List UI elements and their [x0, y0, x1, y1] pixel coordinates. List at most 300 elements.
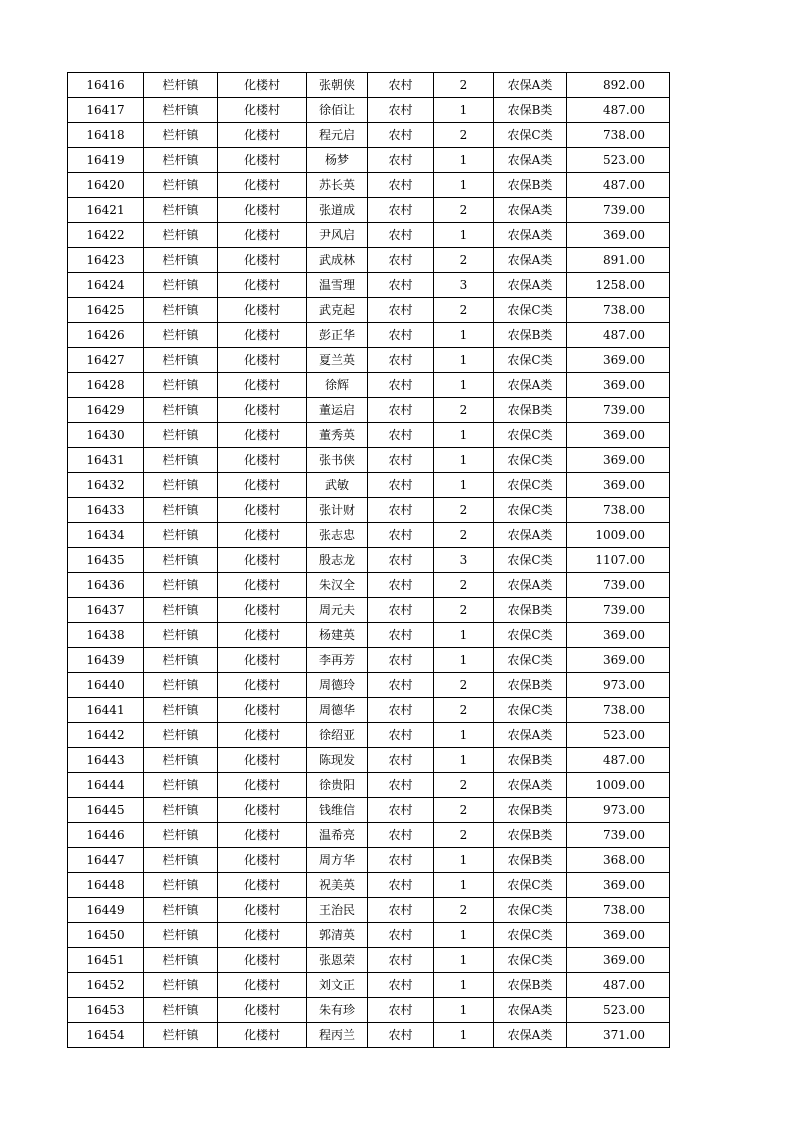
area-type-cell: 农村 [368, 998, 434, 1023]
household-count-cell: 1 [434, 373, 494, 398]
household-count-cell: 1 [434, 423, 494, 448]
serial-cell: 16438 [68, 623, 144, 648]
serial-cell: 16419 [68, 148, 144, 173]
area-type-cell: 农村 [368, 698, 434, 723]
village-cell: 化楼村 [218, 273, 307, 298]
area-type-cell: 农村 [368, 973, 434, 998]
household-count-cell: 1 [434, 973, 494, 998]
village-cell: 化楼村 [218, 398, 307, 423]
table-row [68, 1023, 670, 1048]
village-cell: 化楼村 [218, 298, 307, 323]
village-cell: 化楼村 [218, 248, 307, 273]
name-cell: 朱有珍 [307, 998, 368, 1023]
name-cell: 董秀英 [307, 423, 368, 448]
town-cell: 栏杆镇 [144, 973, 218, 998]
town-cell: 栏杆镇 [144, 73, 218, 98]
household-count-cell: 1 [434, 923, 494, 948]
serial-cell: 16442 [68, 723, 144, 748]
amount-cell: 487.00 [567, 323, 670, 348]
household-count-cell: 2 [434, 798, 494, 823]
serial-cell: 16440 [68, 673, 144, 698]
village-cell: 化楼村 [218, 998, 307, 1023]
town-cell: 栏杆镇 [144, 173, 218, 198]
village-cell: 化楼村 [218, 948, 307, 973]
village-cell: 化楼村 [218, 873, 307, 898]
area-type-cell: 农村 [368, 548, 434, 573]
area-type-cell: 农村 [368, 898, 434, 923]
table-row [68, 223, 670, 248]
table-row [68, 623, 670, 648]
amount-cell: 523.00 [567, 148, 670, 173]
serial-cell: 16431 [68, 448, 144, 473]
insurance-class-cell: 农保C类 [494, 923, 567, 948]
amount-cell: 369.00 [567, 923, 670, 948]
household-count-cell: 2 [434, 298, 494, 323]
household-count-cell: 1 [434, 723, 494, 748]
town-cell: 栏杆镇 [144, 523, 218, 548]
village-cell: 化楼村 [218, 523, 307, 548]
amount-cell: 1107.00 [567, 548, 670, 573]
insurance-class-cell: 农保B类 [494, 98, 567, 123]
table-row [68, 873, 670, 898]
insurance-class-cell: 农保C类 [494, 498, 567, 523]
town-cell: 栏杆镇 [144, 773, 218, 798]
area-type-cell: 农村 [368, 448, 434, 473]
serial-cell: 16447 [68, 848, 144, 873]
insurance-class-cell: 农保A类 [494, 1023, 567, 1048]
town-cell: 栏杆镇 [144, 223, 218, 248]
amount-cell: 369.00 [567, 948, 670, 973]
amount-cell: 738.00 [567, 123, 670, 148]
name-cell: 张道成 [307, 198, 368, 223]
serial-cell: 16450 [68, 923, 144, 948]
insurance-class-cell: 农保C类 [494, 548, 567, 573]
table-row [68, 173, 670, 198]
insurance-class-cell: 农保B类 [494, 598, 567, 623]
insurance-class-cell: 农保C类 [494, 873, 567, 898]
village-cell: 化楼村 [218, 773, 307, 798]
household-count-cell: 2 [434, 73, 494, 98]
village-cell: 化楼村 [218, 348, 307, 373]
name-cell: 尹风启 [307, 223, 368, 248]
table-row [68, 648, 670, 673]
household-count-cell: 2 [434, 248, 494, 273]
area-type-cell: 农村 [368, 423, 434, 448]
household-count-cell: 1 [434, 448, 494, 473]
table-row [68, 973, 670, 998]
serial-cell: 16428 [68, 373, 144, 398]
serial-cell: 16441 [68, 698, 144, 723]
table-row [68, 348, 670, 373]
area-type-cell: 农村 [368, 323, 434, 348]
serial-cell: 16445 [68, 798, 144, 823]
area-type-cell: 农村 [368, 648, 434, 673]
name-cell: 杨梦 [307, 148, 368, 173]
insurance-class-cell: 农保A类 [494, 223, 567, 248]
amount-cell: 487.00 [567, 973, 670, 998]
household-count-cell: 1 [434, 948, 494, 973]
insurance-class-cell: 农保C类 [494, 898, 567, 923]
household-count-cell: 2 [434, 398, 494, 423]
serial-cell: 16417 [68, 98, 144, 123]
area-type-cell: 农村 [368, 748, 434, 773]
amount-cell: 739.00 [567, 598, 670, 623]
area-type-cell: 农村 [368, 848, 434, 873]
area-type-cell: 农村 [368, 823, 434, 848]
village-cell: 化楼村 [218, 723, 307, 748]
amount-cell: 487.00 [567, 748, 670, 773]
amount-cell: 369.00 [567, 648, 670, 673]
town-cell: 栏杆镇 [144, 448, 218, 473]
name-cell: 周德玲 [307, 673, 368, 698]
town-cell: 栏杆镇 [144, 898, 218, 923]
name-cell: 朱汉全 [307, 573, 368, 598]
insurance-class-cell: 农保A类 [494, 773, 567, 798]
area-type-cell: 农村 [368, 173, 434, 198]
town-cell: 栏杆镇 [144, 598, 218, 623]
town-cell: 栏杆镇 [144, 623, 218, 648]
amount-cell: 738.00 [567, 498, 670, 523]
area-type-cell: 农村 [368, 298, 434, 323]
name-cell: 周元夫 [307, 598, 368, 623]
area-type-cell: 农村 [368, 598, 434, 623]
amount-cell: 369.00 [567, 873, 670, 898]
town-cell: 栏杆镇 [144, 123, 218, 148]
table-row [68, 898, 670, 923]
table-row [68, 823, 670, 848]
amount-cell: 369.00 [567, 423, 670, 448]
name-cell: 刘文正 [307, 973, 368, 998]
name-cell: 周德华 [307, 698, 368, 723]
amount-cell: 369.00 [567, 223, 670, 248]
amount-cell: 369.00 [567, 448, 670, 473]
table-row [68, 448, 670, 473]
serial-cell: 16434 [68, 523, 144, 548]
amount-cell: 891.00 [567, 248, 670, 273]
town-cell: 栏杆镇 [144, 398, 218, 423]
table-row [68, 673, 670, 698]
amount-cell: 739.00 [567, 198, 670, 223]
amount-cell: 487.00 [567, 173, 670, 198]
name-cell: 徐辉 [307, 373, 368, 398]
household-count-cell: 1 [434, 173, 494, 198]
household-count-cell: 1 [434, 223, 494, 248]
insurance-class-cell: 农保C类 [494, 123, 567, 148]
serial-cell: 16422 [68, 223, 144, 248]
serial-cell: 16424 [68, 273, 144, 298]
name-cell: 董运启 [307, 398, 368, 423]
name-cell: 武成林 [307, 248, 368, 273]
insurance-class-cell: 农保A类 [494, 373, 567, 398]
area-type-cell: 农村 [368, 348, 434, 373]
serial-cell: 16451 [68, 948, 144, 973]
name-cell: 徐绍亚 [307, 723, 368, 748]
village-cell: 化楼村 [218, 423, 307, 448]
town-cell: 栏杆镇 [144, 948, 218, 973]
name-cell: 徐贵阳 [307, 773, 368, 798]
amount-cell: 738.00 [567, 698, 670, 723]
table-row [68, 748, 670, 773]
table-row [68, 923, 670, 948]
serial-cell: 16435 [68, 548, 144, 573]
name-cell: 程丙兰 [307, 1023, 368, 1048]
name-cell: 殷志龙 [307, 548, 368, 573]
serial-cell: 16418 [68, 123, 144, 148]
village-cell: 化楼村 [218, 73, 307, 98]
name-cell: 张恩荣 [307, 948, 368, 973]
village-cell: 化楼村 [218, 673, 307, 698]
town-cell: 栏杆镇 [144, 423, 218, 448]
insurance-class-cell: 农保C类 [494, 473, 567, 498]
serial-cell: 16446 [68, 823, 144, 848]
table-row [68, 723, 670, 748]
area-type-cell: 农村 [368, 1023, 434, 1048]
town-cell: 栏杆镇 [144, 923, 218, 948]
area-type-cell: 农村 [368, 398, 434, 423]
insurance-class-cell: 农保C类 [494, 698, 567, 723]
amount-cell: 1009.00 [567, 773, 670, 798]
insurance-class-cell: 农保A类 [494, 248, 567, 273]
village-cell: 化楼村 [218, 598, 307, 623]
area-type-cell: 农村 [368, 923, 434, 948]
village-cell: 化楼村 [218, 373, 307, 398]
area-type-cell: 农村 [368, 273, 434, 298]
town-cell: 栏杆镇 [144, 873, 218, 898]
village-cell: 化楼村 [218, 648, 307, 673]
town-cell: 栏杆镇 [144, 673, 218, 698]
table-row [68, 498, 670, 523]
serial-cell: 16443 [68, 748, 144, 773]
name-cell: 彭正华 [307, 323, 368, 348]
area-type-cell: 农村 [368, 373, 434, 398]
household-count-cell: 1 [434, 348, 494, 373]
table-row [68, 398, 670, 423]
village-cell: 化楼村 [218, 798, 307, 823]
insurance-class-cell: 农保A类 [494, 523, 567, 548]
table-row [68, 298, 670, 323]
amount-cell: 368.00 [567, 848, 670, 873]
amount-cell: 369.00 [567, 473, 670, 498]
household-count-cell: 2 [434, 598, 494, 623]
name-cell: 王治民 [307, 898, 368, 923]
household-count-cell: 2 [434, 198, 494, 223]
amount-cell: 739.00 [567, 398, 670, 423]
area-type-cell: 农村 [368, 123, 434, 148]
town-cell: 栏杆镇 [144, 498, 218, 523]
insurance-class-cell: 农保A类 [494, 573, 567, 598]
insurance-class-cell: 农保C类 [494, 623, 567, 648]
village-cell: 化楼村 [218, 698, 307, 723]
amount-cell: 973.00 [567, 673, 670, 698]
amount-cell: 892.00 [567, 73, 670, 98]
serial-cell: 16454 [68, 1023, 144, 1048]
serial-cell: 16444 [68, 773, 144, 798]
serial-cell: 16436 [68, 573, 144, 598]
serial-cell: 16416 [68, 73, 144, 98]
insurance-class-cell: 农保C类 [494, 348, 567, 373]
household-count-cell: 2 [434, 573, 494, 598]
household-count-cell: 1 [434, 998, 494, 1023]
insurance-class-cell: 农保C类 [494, 448, 567, 473]
table-row [68, 73, 670, 98]
village-cell: 化楼村 [218, 448, 307, 473]
table-body [68, 73, 670, 1048]
village-cell: 化楼村 [218, 748, 307, 773]
name-cell: 徐佰让 [307, 98, 368, 123]
insurance-class-cell: 农保A类 [494, 723, 567, 748]
village-cell: 化楼村 [218, 1023, 307, 1048]
name-cell: 夏兰英 [307, 348, 368, 373]
table-row [68, 773, 670, 798]
town-cell: 栏杆镇 [144, 148, 218, 173]
area-type-cell: 农村 [368, 248, 434, 273]
amount-cell: 1258.00 [567, 273, 670, 298]
table-row [68, 248, 670, 273]
town-cell: 栏杆镇 [144, 98, 218, 123]
village-cell: 化楼村 [218, 173, 307, 198]
insurance-class-cell: 农保A类 [494, 198, 567, 223]
area-type-cell: 农村 [368, 623, 434, 648]
insurance-class-cell: 农保C类 [494, 648, 567, 673]
serial-cell: 16423 [68, 248, 144, 273]
village-cell: 化楼村 [218, 823, 307, 848]
name-cell: 郭清英 [307, 923, 368, 948]
household-count-cell: 1 [434, 473, 494, 498]
area-type-cell: 农村 [368, 798, 434, 823]
household-count-cell: 1 [434, 323, 494, 348]
town-cell: 栏杆镇 [144, 323, 218, 348]
household-count-cell: 1 [434, 98, 494, 123]
village-cell: 化楼村 [218, 98, 307, 123]
town-cell: 栏杆镇 [144, 648, 218, 673]
town-cell: 栏杆镇 [144, 823, 218, 848]
insurance-class-cell: 农保A类 [494, 273, 567, 298]
table-row [68, 123, 670, 148]
area-type-cell: 农村 [368, 723, 434, 748]
insurance-class-cell: 农保B类 [494, 973, 567, 998]
village-cell: 化楼村 [218, 123, 307, 148]
amount-cell: 487.00 [567, 98, 670, 123]
household-count-cell: 1 [434, 873, 494, 898]
insurance-class-cell: 农保B类 [494, 673, 567, 698]
amount-cell: 739.00 [567, 573, 670, 598]
insurance-class-cell: 农保B类 [494, 823, 567, 848]
name-cell: 张计财 [307, 498, 368, 523]
serial-cell: 16453 [68, 998, 144, 1023]
table-row [68, 323, 670, 348]
amount-cell: 738.00 [567, 298, 670, 323]
name-cell: 张朝侠 [307, 73, 368, 98]
table-row [68, 798, 670, 823]
insurance-class-cell: 农保B类 [494, 798, 567, 823]
area-type-cell: 农村 [368, 473, 434, 498]
name-cell: 张志忠 [307, 523, 368, 548]
insurance-class-cell: 农保C类 [494, 423, 567, 448]
area-type-cell: 农村 [368, 198, 434, 223]
village-cell: 化楼村 [218, 223, 307, 248]
town-cell: 栏杆镇 [144, 548, 218, 573]
household-count-cell: 1 [434, 1023, 494, 1048]
town-cell: 栏杆镇 [144, 798, 218, 823]
table-row [68, 98, 670, 123]
town-cell: 栏杆镇 [144, 348, 218, 373]
household-count-cell: 2 [434, 773, 494, 798]
village-cell: 化楼村 [218, 473, 307, 498]
name-cell: 周方华 [307, 848, 368, 873]
town-cell: 栏杆镇 [144, 998, 218, 1023]
household-count-cell: 2 [434, 698, 494, 723]
insurance-class-cell: 农保B类 [494, 398, 567, 423]
area-type-cell: 农村 [368, 873, 434, 898]
amount-cell: 738.00 [567, 898, 670, 923]
name-cell: 李再芳 [307, 648, 368, 673]
household-count-cell: 2 [434, 498, 494, 523]
name-cell: 温希亮 [307, 823, 368, 848]
area-type-cell: 农村 [368, 223, 434, 248]
village-cell: 化楼村 [218, 198, 307, 223]
insurance-class-cell: 农保B类 [494, 748, 567, 773]
insurance-class-cell: 农保C类 [494, 298, 567, 323]
table-row [68, 198, 670, 223]
area-type-cell: 农村 [368, 73, 434, 98]
table-row [68, 473, 670, 498]
town-cell: 栏杆镇 [144, 723, 218, 748]
serial-cell: 16420 [68, 173, 144, 198]
serial-cell: 16421 [68, 198, 144, 223]
table-row [68, 373, 670, 398]
amount-cell: 523.00 [567, 723, 670, 748]
town-cell: 栏杆镇 [144, 298, 218, 323]
area-type-cell: 农村 [368, 498, 434, 523]
household-count-cell: 2 [434, 673, 494, 698]
table-row [68, 148, 670, 173]
village-cell: 化楼村 [218, 973, 307, 998]
insurance-class-cell: 农保A类 [494, 73, 567, 98]
household-count-cell: 1 [434, 848, 494, 873]
insurance-class-cell: 农保A类 [494, 148, 567, 173]
household-count-cell: 1 [434, 748, 494, 773]
amount-cell: 369.00 [567, 623, 670, 648]
amount-cell: 369.00 [567, 373, 670, 398]
name-cell: 钱维信 [307, 798, 368, 823]
household-count-cell: 1 [434, 648, 494, 673]
area-type-cell: 农村 [368, 573, 434, 598]
serial-cell: 16425 [68, 298, 144, 323]
household-count-cell: 3 [434, 273, 494, 298]
area-type-cell: 农村 [368, 98, 434, 123]
name-cell: 张书侠 [307, 448, 368, 473]
household-count-cell: 3 [434, 548, 494, 573]
table-row [68, 998, 670, 1023]
serial-cell: 16429 [68, 398, 144, 423]
village-cell: 化楼村 [218, 923, 307, 948]
town-cell: 栏杆镇 [144, 748, 218, 773]
household-count-cell: 2 [434, 123, 494, 148]
area-type-cell: 农村 [368, 523, 434, 548]
village-cell: 化楼村 [218, 898, 307, 923]
village-cell: 化楼村 [218, 848, 307, 873]
household-count-cell: 2 [434, 523, 494, 548]
insurance-class-cell: 农保B类 [494, 848, 567, 873]
serial-cell: 16432 [68, 473, 144, 498]
table-row [68, 573, 670, 598]
amount-cell: 369.00 [567, 348, 670, 373]
table-row [68, 548, 670, 573]
insurance-class-cell: 农保B类 [494, 173, 567, 198]
amount-cell: 1009.00 [567, 523, 670, 548]
household-count-cell: 2 [434, 898, 494, 923]
village-cell: 化楼村 [218, 573, 307, 598]
